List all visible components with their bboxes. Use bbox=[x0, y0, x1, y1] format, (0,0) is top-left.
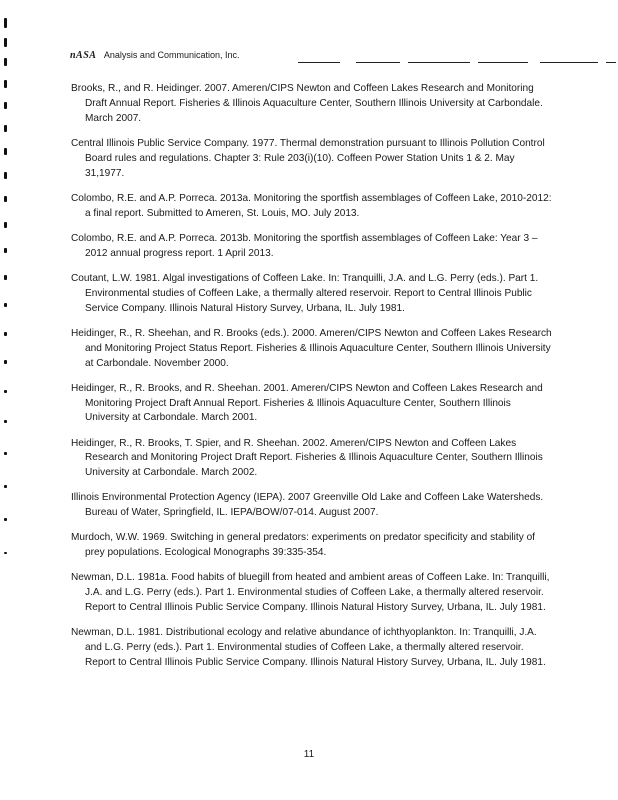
reference-entry: Heidinger, R., R. Brooks, and R. Sheehan. 2001. Ameren/CIPS Newton and Coffeen Lakes Research and Monitoring Project Draft Annual Report. Fisheries & Illinois Aquaculture Center, Southern Illinois University at Carbondale. March 2001. bbox=[71, 382, 543, 424]
reference-entry: Central Illinois Public Service Company. 1977. Thermal demonstration pursuant to Illinois Pollution Control Board rules and regulations. Chapter 3: Rule 203(i)(10). Coffeen Power Station Units 1 & 2. May 31,1977. bbox=[71, 137, 545, 179]
reference-entry: Brooks, R., and R. Heidinger. 2007. Ameren/CIPS Newton and Coffeen Lakes Research and Monitoring Draft Annual Report. Fisheries & Illinois Aquaculture Center, Southern Illinois University at Carbondale. March 2007. bbox=[71, 83, 543, 124]
references-list bbox=[71, 82, 553, 681]
reference-entry: Newman, D.L. 1981a. Food habits of bluegill from heated and ambient areas of Coffeen Lake. In: Tranquilli, J.A. and L.G. Perry (eds.). Part 1. Environmental studies of Coffeen Lake, a thermally altered reservoir. Report to Central Illinois Public Service Company. Illinois Natural History Survey, Urbana, IL. July 1981. bbox=[71, 572, 550, 614]
scan-binding-edge bbox=[0, 0, 14, 800]
page-number: 11 bbox=[303, 749, 315, 760]
reference-entry: Newman, D.L. 1981. Distributional ecology and relative abundance of ichthyoplankton. In: Tranquilli, J.A. and L.G. Perry (eds.). Part 1. Environmental studies of Coffeen Lake, a thermally altered reservoir. Report to Central Illinois Public Service Company. Illinois Natural History Survey, Urbana, IL. July 1981. bbox=[71, 627, 546, 669]
reference-entry: Heidinger, R., R. Brooks, T. Spier, and R. Sheehan. 2002. Ameren/CIPS Newton and Coffeen Lakes Research and Monitoring Project Draft Report. Fisheries & Illinois Aquaculture Center, Southern Illinois University at Carbondale. March 2002. bbox=[71, 437, 543, 479]
company-logo: nASA bbox=[70, 50, 97, 61]
company-name: Analysis and Communication, Inc. bbox=[103, 50, 240, 60]
reference-entry: Heidinger, R., R. Sheehan, and R. Brooks (eds.). 2000. Ameren/CIPS Newton and Coffeen Lakes Research and Monitoring Project Status Report. Fisheries & Illinois Aquaculture Center, Southern Illinois University at Carbondale. November 2000. bbox=[71, 327, 552, 369]
reference-entry: Colombo, R.E. and A.P. Porreca. 2013a. Monitoring the sportfish assemblages of Coffeen Lake, 2010-2012: a final report. Submitted to Ameren, St. Louis, MO. July 2013. bbox=[71, 192, 552, 219]
page-header bbox=[70, 45, 550, 61]
reference-entry: Colombo, R.E. and A.P. Porreca. 2013b. Monitoring the sportfish assemblages of Coffeen Lake: Year 3 –2012 annual progress report. 1 April 2013. bbox=[71, 232, 538, 259]
reference-entry: Illinois Environmental Protection Agency (IEPA). 2007 Greenville Old Lake and Coffeen Lake Watersheds. Bureau of Water, Springfield, IL. IEPA/BOW/07-014. August 2007. bbox=[71, 492, 544, 519]
reference-entry: Coutant, L.W. 1981. Algal investigations of Coffeen Lake. In: Tranquilli, J.A. and L.G. Perry (eds.). Part 1. Environmental studies of Coffeen Lake, a thermally altered reservoir. Report to Central Illinois Public Service Company. Illinois Natural History Survey, Urbana, IL. July 1981. bbox=[71, 272, 539, 314]
reference-entry: Murdoch, W.W. 1969. Switching in general predators: experiments on predator specificity and stability of prey populations. Ecological Monographs 39:335-354. bbox=[71, 532, 535, 559]
